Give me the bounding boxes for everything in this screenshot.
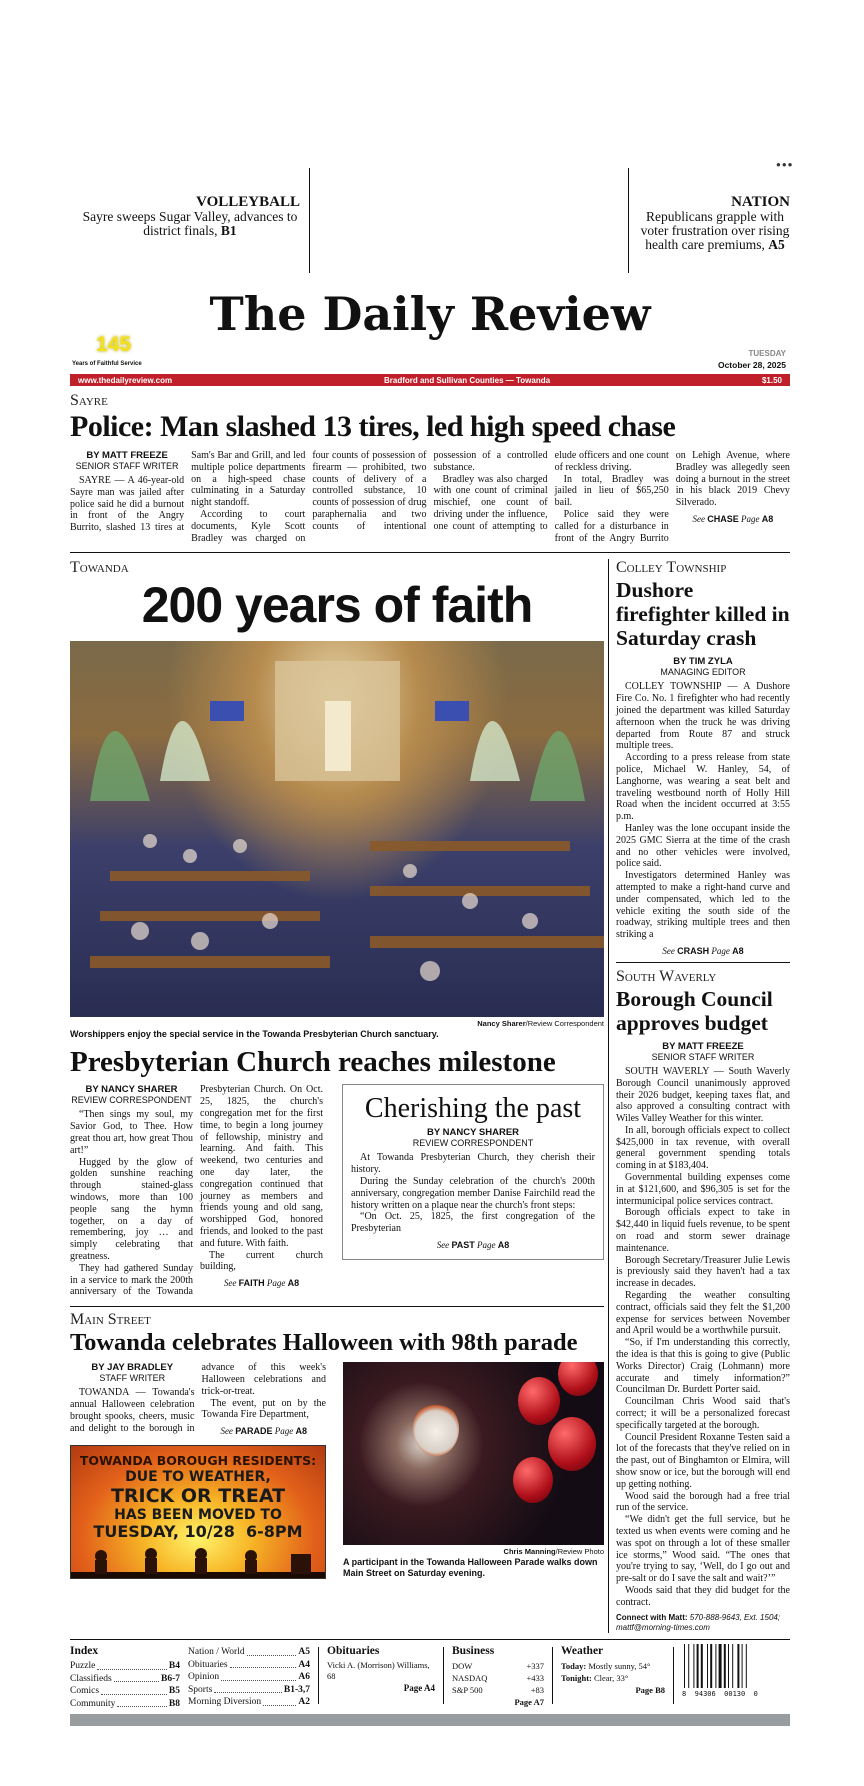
barcode-bar: [693, 1644, 694, 1688]
obituary-name[interactable]: Vicki A. (Morrison) Williams, 68: [327, 1660, 430, 1682]
dot-leader: [230, 1659, 297, 1669]
index-item-name: Classifieds: [70, 1673, 112, 1684]
paragraph: Borough Secretary/Treasurer Julie Lewis is previously said they haven't had a tax increase in decades.: [616, 1254, 790, 1290]
index-title: Index: [70, 1645, 99, 1658]
author: BY MATT FREEZE: [662, 1040, 744, 1052]
issue-date: October 28, 2025: [717, 360, 786, 370]
divider: [608, 559, 609, 1632]
more-icon: ●●●: [776, 160, 794, 169]
index-item-name: Nation / World: [188, 1647, 245, 1658]
divider: [552, 1647, 553, 1704]
masthead-bar: [70, 374, 790, 386]
paragraph: Councilman Chris Wood said that's correct; it will be a personalized forecast specifically targeted at the borough.: [616, 1396, 790, 1431]
faith-headline[interactable]: Presbyterian Church reaches milestone: [70, 1046, 556, 1079]
divider: [443, 1647, 444, 1704]
footer-bar: [70, 1714, 790, 1726]
barcode-digits: 8 94306 00130 0: [682, 1690, 758, 1699]
market-row: [452, 1684, 544, 1696]
index-item[interactable]: [70, 1698, 180, 1711]
teaser-nation[interactable]: [640, 195, 790, 252]
notice-line: HAS BEEN MOVED TO: [114, 1506, 282, 1523]
paragraph: At Towanda Presbyterian Church, they cherish their history.: [351, 1152, 595, 1176]
church-interior-illustration: [70, 641, 604, 1017]
budget-headline[interactable]: Borough Council approves budget: [616, 986, 773, 1035]
teaser-volleyball[interactable]: [80, 195, 300, 238]
paragraph: Governmental building expenses come in at $121,600, and $96,305 is set for the intermunicipal police services contract.: [616, 1172, 790, 1207]
index-item-name: Comics: [70, 1686, 100, 1697]
index-item-page: A4: [298, 1659, 310, 1670]
weather-panel: Weather Today: Mostly sunny, 54° Tonight: Clear, 33° Page B8: [561, 1645, 665, 1696]
index-item-name: Opinion: [188, 1672, 220, 1683]
teaser-kicker: VOLLEYBALL: [196, 194, 300, 210]
paragraph: Hanley was the lone occupant inside the 2025 GMC Sierra at the time of the crash and no other vehicles were involved, police said.: [616, 822, 790, 870]
barcode-bars: [682, 1644, 767, 1690]
index-item-page: B4: [168, 1661, 180, 1672]
paragraph: The current church building,: [200, 1249, 323, 1273]
barcode-bar: [732, 1644, 733, 1688]
divider: [673, 1647, 674, 1704]
market-name: DOW: [452, 1661, 473, 1672]
dot-leader: [221, 1671, 296, 1681]
barcode-bar: [742, 1644, 743, 1688]
index-item[interactable]: [188, 1671, 310, 1684]
author: BY NANCY SHARER: [426, 1127, 520, 1139]
section-label: Colley Township: [616, 559, 727, 577]
paragraph: During the Sunday celebration of the church's 200th anniversary, congregation member Danise Fairchild read the history written on a plaque near the church's front steps:: [351, 1175, 595, 1211]
barcode-bar: [684, 1644, 685, 1688]
paragraph: In all, borough officials expect to collect $425,000 in tax revenue, with overall general government spending totals coming in at $183,404.: [616, 1124, 790, 1172]
index-item-name: Community: [70, 1698, 116, 1709]
paragraph: Regarding the weather consulting contract, officials said they felt the $1,200 expense for services between November and April would be a worthwhile pursuit.: [616, 1290, 790, 1337]
dot-leader: [214, 1684, 282, 1694]
barcode-bar: [688, 1644, 689, 1688]
divider: [616, 962, 790, 963]
index-item-page: A2: [298, 1697, 310, 1708]
issue-day: TUESDAY: [748, 349, 786, 358]
parade-headline[interactable]: Towanda celebrates Halloween with 98th parade: [70, 1329, 578, 1357]
divider: [309, 168, 310, 273]
index-item-name: Puzzle: [70, 1661, 96, 1672]
business-panel: Business DOW +337 NASDAQ +433 S&P 500 +83 Page A7: [452, 1645, 544, 1708]
teaser-kicker: NATION: [731, 194, 790, 210]
index-item[interactable]: [188, 1696, 310, 1709]
author-role: SENIOR STAFF WRITER: [75, 461, 179, 471]
jump-link[interactable]: See CRASH Page A8: [662, 945, 744, 956]
left-area: [70, 559, 604, 1579]
parade-right: [343, 1362, 604, 1579]
barcode-bar: [697, 1644, 699, 1688]
right-column: [616, 559, 790, 1632]
barcode-bar: [728, 1644, 729, 1688]
index-item-page: A5: [298, 1647, 310, 1658]
paragraph: Investigators determined Hanley was attempted to make a right-hand curve and under compensated, which led to the vehicle exiting the south side of the roadway, striking multiple trees and then striking a: [616, 870, 790, 941]
teaser-text: Sayre sweeps Sugar Valley, advances to district finals,: [82, 209, 298, 238]
lead-headline[interactable]: Police: Man slashed 13 tires, led high speed chase: [70, 410, 676, 443]
index-item[interactable]: [70, 1673, 180, 1686]
index-item[interactable]: [188, 1684, 310, 1697]
obituaries-panel: Obituaries Vicki A. (Morrison) Williams, 68 Page A4: [327, 1645, 435, 1694]
author-role: REVIEW CORRESPONDENT: [412, 1138, 534, 1149]
paragraph: In total, Bradley was jailed in lieu of $65,250 bail.: [554, 473, 669, 509]
paragraph: According to court documents, Kyle Scott Bradley was charged on four counts of possession of firearm — prohibited, two counts of delivery of a controlled substance, 10 counts of possession of drug paraphernalia and two counts of intentional possession of a controlled substance.: [191, 450, 548, 544]
sidebar-headline[interactable]: Cherishing the past: [364, 1093, 582, 1125]
photo-caption: Worshippers enjoy the special service in the Towanda Presbyterian Church sanctuary.: [70, 1029, 439, 1040]
page-header: [0, 0, 864, 390]
section-label: South Waverly: [616, 967, 717, 985]
paragraph: Hugged by the glow of golden sunshine reaching through stained-glass windows, more than 100 people sang the hymn together, on a day of remembering, joy … and simply celebrating that greatness.: [70, 1156, 193, 1262]
church-photo[interactable]: [70, 641, 604, 1017]
index-panel-2: [188, 1644, 310, 1709]
barcode-bar: [724, 1644, 726, 1688]
page-ref: Page A7: [514, 1697, 544, 1708]
paragraph: Police said they were called for a disturbance in front of the Angry Burrito on Lehigh Avenue, where Bradley was allegedly seen doing a burnout in the street in his black 2019 Chevy Silverado.: [554, 450, 790, 544]
author-role: MANAGING EDITOR: [660, 667, 746, 678]
market-change: +433: [526, 1673, 544, 1684]
author-role: REVIEW CORRESPONDENT: [71, 1095, 192, 1106]
page-body: [70, 559, 790, 1632]
jump-link[interactable]: See FAITH Page A8: [223, 1278, 300, 1289]
index-panel: [70, 1644, 180, 1710]
barcode: [682, 1644, 767, 1699]
paragraph: “Then sings my soul, my Savior God, to Thee. How great thou art, how great Thou art!”: [70, 1109, 193, 1156]
crash-headline[interactable]: Dushore firefighter killed in Saturday crash: [616, 578, 790, 651]
index-item-page: B8: [168, 1698, 180, 1709]
index-footer: [70, 1640, 790, 1710]
index-item[interactable]: [70, 1660, 180, 1673]
paragraph: Bradley was also charged with one count of criminal mischief, one count of driving under the influence, one count of attempting to elude officers and one count of reckless driving.: [433, 450, 669, 532]
price: $1.50: [761, 375, 782, 385]
paragraph: “On Oct. 25, 1825, the first congregation of the Presbyterian: [351, 1211, 595, 1235]
barcode-bar: [719, 1644, 722, 1688]
anniversary-badge: 145: [96, 333, 132, 356]
section-label: Main Street: [70, 1311, 151, 1329]
jump-link[interactable]: See PAST Page A8: [436, 1239, 510, 1250]
feature-headline[interactable]: 200 years of faith: [141, 577, 533, 634]
teaser-page: A5: [768, 237, 785, 252]
teaser-text: Republicans grapple with voter frustration over rising health care premiums,: [640, 209, 790, 252]
barcode-bar: [737, 1644, 739, 1688]
paragraph: Borough officials expect to take in $42,440 in liquid fuels revenue, to be spent on road and storm sewer drainage maintenance.: [616, 1207, 790, 1254]
front-page: [70, 392, 790, 1726]
dot-leader: [101, 1685, 167, 1695]
paragraph: They had gathered Sunday in a service to mark the 200th anniversary of the Towanda Presbyterian Church. On Oct. 25, 1825, the church's congregation met for the first time, to begin a long journey of fellowship, ministry and learning. And faith. This weekend, two centuries and one day later, the congregation continued that journey as members and friends young and old sang, worshipped God, honored friends, and looked to the past and future. With faith.: [70, 1084, 323, 1298]
index-item[interactable]: [70, 1685, 180, 1698]
index-item-page: B6-7: [161, 1673, 180, 1684]
trick-or-treat-notice: [70, 1445, 326, 1579]
index-item-page: A6: [298, 1672, 310, 1683]
section-label: Sayre: [70, 392, 108, 409]
notice-line: TOWANDA BOROUGH RESIDENTS:: [79, 1453, 317, 1469]
market-name: S&P 500: [452, 1685, 483, 1696]
market-row: [452, 1672, 544, 1684]
parade-story: [70, 1362, 326, 1437]
index-item-page: B1-3,7: [283, 1684, 310, 1695]
paragraph: “We didn't get the full service, but he texted us when events were coming and he was spot on through a lot of these smaller ice storms,” Wood said. “The ones that you're trying to say, ‘Well, do I go out and pre-salt or do I save the salt and wait?’”: [616, 1514, 790, 1585]
paragraph: Woods said that they did budget for the contract.: [616, 1584, 790, 1608]
notice-line: DUE TO WEATHER,: [125, 1469, 271, 1486]
index-item-name: Obituaries: [188, 1659, 228, 1670]
market-change: +337: [526, 1661, 544, 1672]
masthead-logo: The Daily Review: [209, 287, 651, 341]
market-name: NASDAQ: [452, 1673, 488, 1684]
index-item[interactable]: [188, 1646, 310, 1659]
paragraph: SAYRE — A 46-year-old Sayre man was jailed after police said he did a burnout in front of the Angry Burrito, slashed 13 tires at Sam's Bar and Grill, and led multiple police departments on a high-speed chase culminating in a Saturday night standoff.: [70, 450, 306, 534]
parade-left: [70, 1362, 326, 1579]
lead-story: [70, 450, 790, 544]
dot-leader: [263, 1696, 296, 1706]
dot-leader: [114, 1673, 159, 1683]
notice-line: TUESDAY, 10/28 6-8PM: [93, 1521, 303, 1541]
byline: [70, 450, 184, 472]
teaser-page: B1: [220, 223, 237, 238]
jump-link[interactable]: See CHASE Page A8: [692, 513, 774, 524]
author: BY MATT FREEZE: [86, 450, 168, 461]
index-item[interactable]: [188, 1659, 310, 1672]
dot-leader: [247, 1646, 297, 1656]
region: Bradford and Sullivan Counties — Towanda: [383, 375, 551, 385]
market-change: +83: [530, 1685, 544, 1696]
photo-caption: A participant in the Towanda Halloween Parade walks down Main Street on Saturday evening.: [343, 1557, 598, 1579]
section-label: Towanda: [70, 559, 129, 577]
paragraph: According to a press release from state police, Michael W. Hanley, 54, of Langhorne, was wearing a seat belt and traveling westbound north of Holly Hill Road when the incident occurred at 3:55 p.m.: [616, 752, 790, 823]
index-item-page: B5: [168, 1686, 180, 1697]
barcode-bar: [701, 1644, 703, 1688]
market-row: [452, 1660, 544, 1672]
author: BY NANCY SHARER: [85, 1084, 178, 1096]
divider: [628, 168, 629, 273]
notice-line: TRICK OR TREAT: [110, 1484, 286, 1507]
author: BY JAY BRADLEY: [91, 1362, 174, 1374]
paragraph: TOWANDA — Towanda's annual Halloween celebration brought spooks, cheers, music and delight to the borough in advance of this week's Halloween celebrations and trick-or-treat.: [70, 1362, 326, 1434]
dot-leader: [97, 1660, 167, 1670]
photo-credit: Nancy Sharer/Review Correspondent: [477, 1019, 604, 1029]
divider: [70, 1306, 604, 1307]
page-ref: Page A4: [403, 1683, 435, 1694]
author-role: STAFF WRITER: [99, 1373, 166, 1384]
sidebar-story-box: [342, 1084, 604, 1260]
paragraph: COLLEY TOWNSHIP — A Dushore Fire Co. No. 1 firefighter who had recently joined the department was killed Saturday afternoon when the truck he was driving departed from Route 87 and struck multiple trees.: [616, 681, 790, 752]
paragraph: SOUTH WAVERLY — South Waverly Borough Council unanimously approved their 2026 budget, keeping taxes flat, and also approved a consulting contract with Wiles Valley Weather for this winter.: [616, 1065, 790, 1125]
parade-photo[interactable]: [343, 1362, 604, 1545]
barcode-bar: [707, 1644, 708, 1688]
author: BY TIM ZYLA: [673, 656, 733, 668]
dot-leader: [117, 1698, 167, 1708]
barcode-bar: [746, 1644, 747, 1688]
silhouettes-illustration: [71, 1544, 325, 1578]
paragraph: The event, put on by the Towanda Fire Department,: [201, 1397, 326, 1421]
faith-story: [70, 1084, 323, 1298]
jump-link[interactable]: See PARADE Page A8: [220, 1426, 308, 1437]
website-link[interactable]: www.thedailyreview.com: [78, 375, 173, 385]
barcode-bar: [710, 1644, 712, 1688]
page-ref: Page B8: [635, 1685, 665, 1696]
paragraph: Wood said the borough had a free trial run of the service.: [616, 1490, 790, 1514]
divider: [70, 552, 790, 553]
index-item-name: Sports: [188, 1684, 213, 1695]
barcode-bar: [715, 1644, 716, 1688]
contact-info: Connect with Matt: 570-888-9643, Ext. 1504; mattf@morning-times.com: [616, 1612, 781, 1632]
divider: [318, 1647, 319, 1704]
anniversary-label: Years of Faithful Service: [72, 361, 142, 367]
photo-credit: Chris Manning/Review Photo: [503, 1547, 604, 1557]
author-role: SENIOR STAFF WRITER: [651, 1051, 755, 1062]
index-item-name: Morning Diversion: [188, 1697, 262, 1708]
paragraph: Council President Roxanne Testen said a lot of the forecasts that they've relied on in the past, out of Binghamton or Elmira, will show snow or ice, but the borough will end up getting nothing.: [616, 1431, 790, 1490]
paragraph: “So, if I'm understanding this correctly, the idea is that this is going to give (Public Works Director) Craig (Lohmann) more accurate and timely information?” Councilman Dr. Burdett Porter said.: [616, 1337, 790, 1396]
